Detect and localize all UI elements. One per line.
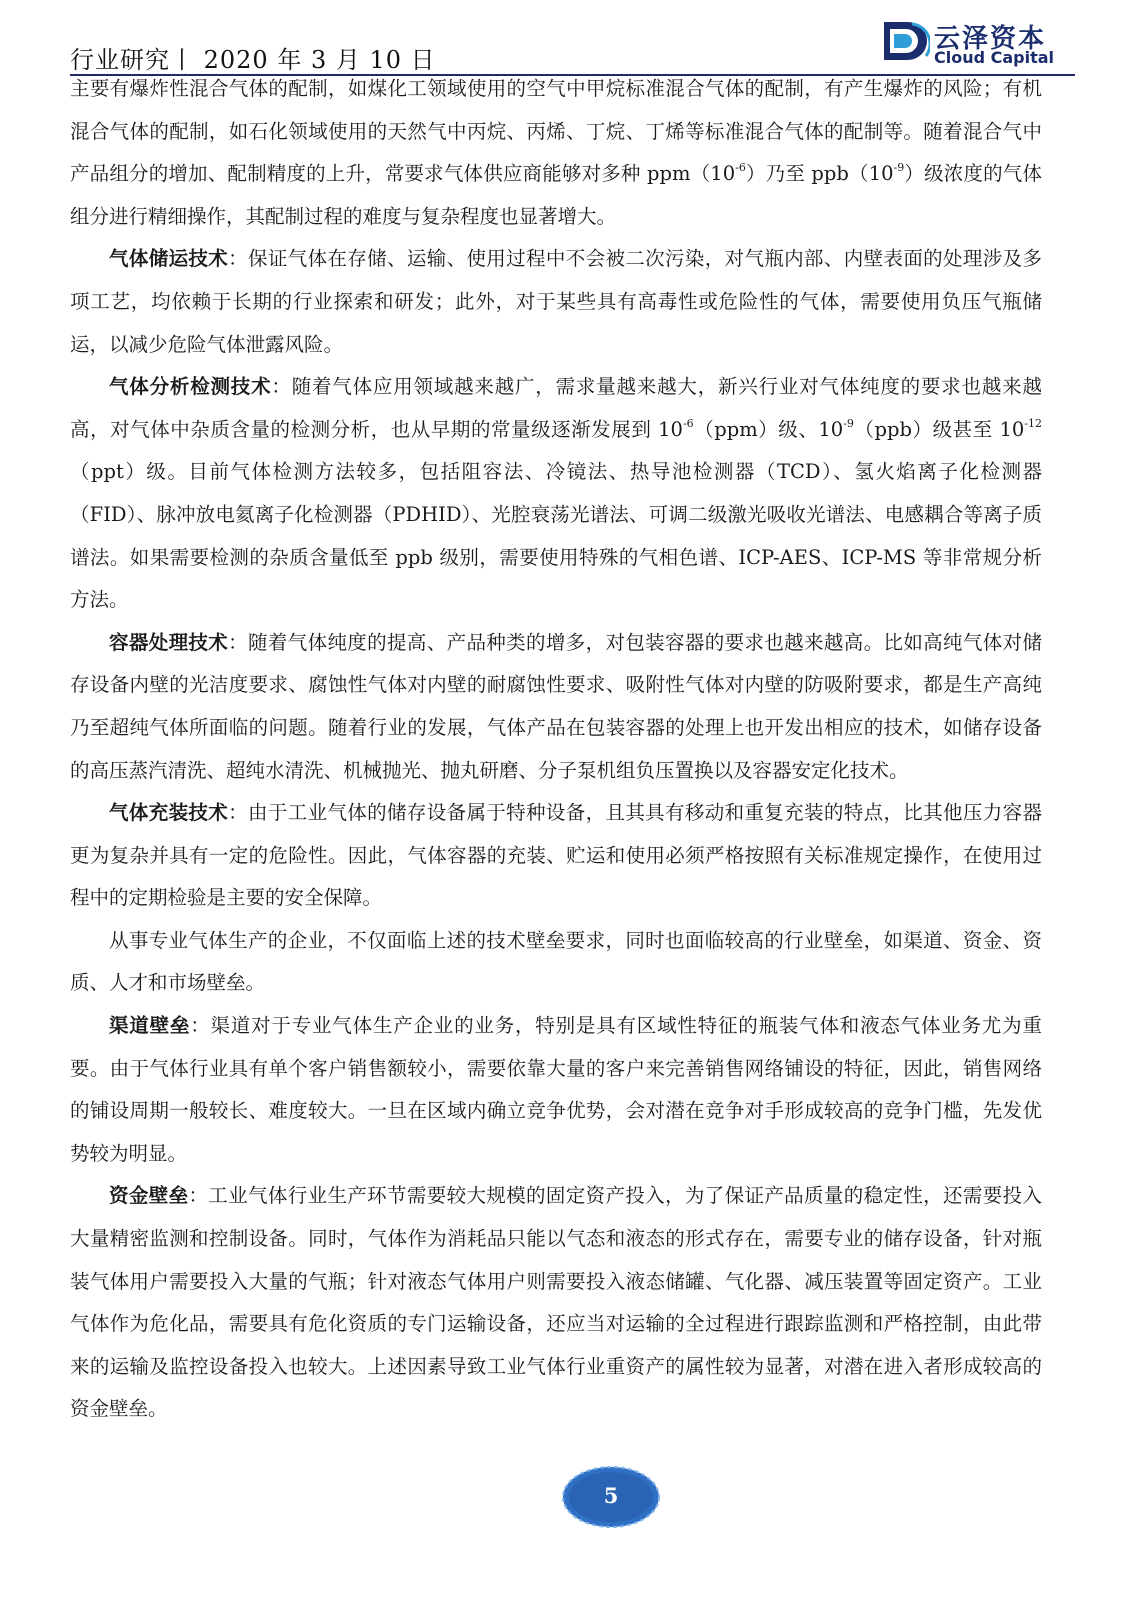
company-logo bbox=[882, 18, 1082, 68]
page-number-badge bbox=[562, 1466, 660, 1528]
exponent: -6 bbox=[682, 416, 694, 430]
exponent: -12 bbox=[1024, 416, 1042, 430]
paragraph bbox=[70, 920, 1042, 1005]
paragraph-text: ：由于工业气体的储存设备属于特种设备，且其具有移动和重复充装的特点，比其他压力容器更为复杂并具有一定的危险性。因此，气体容器的充装、贮运和使用必须严格按照有关标准规定操作，在使用过程中的定期检验是主要的安全保障。 bbox=[70, 801, 1042, 910]
paragraph bbox=[70, 622, 1042, 792]
paragraph-heading: 渠道壁垒 bbox=[109, 1014, 191, 1038]
paragraph-text: 主要有爆炸性混合气体的配制，如煤化工领域使用的空气中甲烷标准混合气体的配制，有产生爆炸的风险；有机混合气体的配制，如石化领域使用的天然气中丙烷、丙烯、丁烷、丁烯等标准混合气体的配制等。随着混合气中产品组分的增加、配制精度的上升，常要求气体供应商能够对多种 ppm（10 bbox=[70, 77, 1042, 186]
paragraph bbox=[70, 238, 1042, 366]
paragraph-heading: 气体充装技术 bbox=[109, 801, 229, 825]
paragraph-text: ：渠道对于专业气体生产企业的业务，特别是具有区域性特征的瓶装气体和液态气体业务尤为重要。由于气体行业具有单个客户销售额较小，需要依靠大量的客户来完善销售网络铺设的特征，因此，销售网络的铺设周期一般较长、难度较大。一旦在区域内确立竞争优势，会对潜在竞争对手形成较高的竞争门槛，先发优势较为明显。 bbox=[70, 1014, 1042, 1165]
paragraph bbox=[70, 1005, 1042, 1175]
paragraph-text: （ppb）级甚至 10 bbox=[853, 417, 1025, 441]
paragraph-heading: 资金壁垒 bbox=[109, 1184, 189, 1208]
paragraph-text: ）乃至 ppb（10 bbox=[745, 162, 894, 186]
paragraph-text: ）级浓度的气体组分进行精细操作，其配制过程的难度与复杂程度也显著增大。 bbox=[70, 162, 1042, 228]
paragraph-text: ：随着气体纯度的提高、产品种类的增多，对包装容器的要求也越来越高。比如高纯气体对储存设备内壁的光洁度要求、腐蚀性气体对内壁的耐腐蚀性要求、吸附性气体对内壁的防吸附要求，都是生产高纯乃至超纯气体所面临的问题。随着行业的发展，气体产品在包装容器的处理上也开发出相应的技术，如储存设备的高压蒸汽清洗、超纯水清洗、机械抛光、抛丸研磨、分子泵机组负压置换以及容器安定化技术。 bbox=[70, 630, 1042, 782]
header-title: 行业研究丨 2020 年 3 月 10 日 bbox=[70, 46, 436, 74]
paragraph bbox=[70, 366, 1042, 622]
paragraph bbox=[70, 1175, 1042, 1431]
paragraph bbox=[70, 792, 1042, 920]
paragraph-heading: 容器处理技术 bbox=[109, 630, 229, 654]
paragraph-text: ：随着气体应用领域越来越广，需求量越来越大，新兴行业对气体纯度的要求也越来越高，对气体中杂质含量的检测分析，也从早期的常量级逐渐发展到 10 bbox=[70, 375, 1042, 441]
paragraph-heading: 气体分析检测技术 bbox=[109, 375, 272, 399]
exponent: -6 bbox=[735, 161, 746, 175]
page-header bbox=[70, 18, 1070, 74]
logo-chinese-name: 云泽资本 bbox=[934, 24, 1047, 54]
exponent: -9 bbox=[893, 161, 905, 175]
exponent: -9 bbox=[843, 416, 854, 430]
paragraph-text: 从事专业气体生产的企业，不仅面临上述的技术壁垒要求，同时也面临较高的行业壁垒，如渠道、资金、资质、人才和市场壁垒。 bbox=[70, 928, 1042, 995]
logo-english-name: Cloud Capital bbox=[934, 48, 1055, 67]
paragraph-text: （ppm）级、10 bbox=[693, 417, 844, 441]
paragraph-text: （ppt）级。目前气体检测方法较多，包括阻容法、冷镜法、热导池检测器（TCD）、氢火焰离子化检测器（FID）、脉冲放电氦离子化检测器（PDHID）、光腔衰荡光谱法、可调二级激光吸收光谱法、电感耦合等离子质谱法。如果需要检测的杂质含量低至 ppb 级别，需要使用特殊的气相色谱、ICP-AES、ICP-MS 等非常规分析方法。 bbox=[70, 460, 1042, 612]
page-number: 5 bbox=[603, 1483, 619, 1508]
paragraph-text: ：工业气体行业生产环节需要较大规模的固定资产投入，为了保证产品质量的稳定性，还需要投入大量精密监测和控制设备。同时，气体作为消耗品只能以气态和液态的形式存在，需要专业的储存设备，针对瓶装气体用户需要投入大量的气瓶；针对液态气体用户则需要投入液态储罐、气化器、减压装置等固定资产。工业气体作为危化品，需要具有危化资质的专门运输设备，还应当对运输的全过程进行跟踪监测和严格控制，由此带来的运输及监控设备投入也较大。上述因素导致工业气体行业重资产的属性较为显著，对潜在进入者形成较高的资金壁垒。 bbox=[70, 1184, 1042, 1421]
paragraph-heading: 气体储运技术 bbox=[109, 247, 229, 271]
paragraph-text: ：保证气体在存储、运输、使用过程中不会被二次污染，对气瓶内部、内壁表面的处理涉及多项工艺，均依赖于长期的行业探索和研发；此外，对于某些具有高毒性或危险性的气体，需要使用负压气瓶储运，以减少危险气体泄露风险。 bbox=[70, 247, 1042, 356]
article-body bbox=[70, 68, 1042, 1431]
paragraph bbox=[70, 68, 1042, 238]
cloud-capital-logo-icon bbox=[882, 20, 930, 62]
